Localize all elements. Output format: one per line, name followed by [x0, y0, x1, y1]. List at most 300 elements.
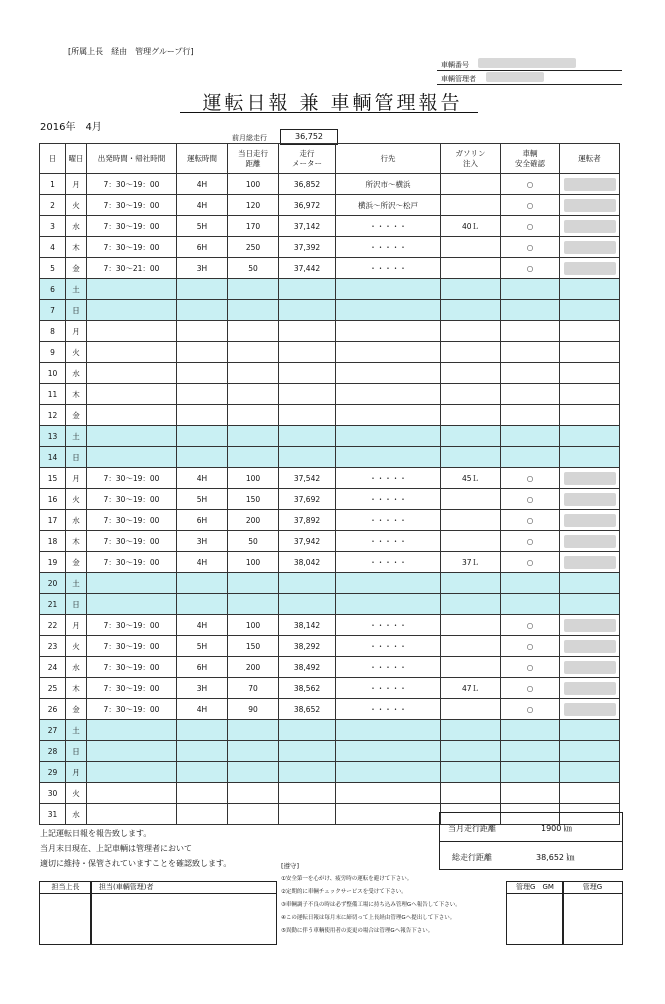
cell-time: 7：30～19：00 — [87, 615, 177, 636]
cell-dow: 土 — [66, 426, 87, 447]
sign-box-vehicle-admin[interactable] — [90, 881, 277, 945]
cell-dest: ・・・・・ — [336, 489, 441, 510]
cell-meter — [279, 300, 336, 321]
cell-hours — [177, 279, 228, 300]
vehicle-number-redacted — [478, 58, 576, 68]
cell-gas — [441, 720, 501, 741]
cell-driver — [560, 300, 620, 321]
note-item: ①安全第一を心がけ、疲労時の運転を避けて下さい。 — [281, 876, 413, 882]
table-row — [40, 384, 620, 405]
cell-dow: 木 — [66, 678, 87, 699]
sign-label: 担当(車輌管理)者 — [91, 882, 276, 894]
cell-dist — [228, 783, 279, 804]
cell-day: 17 — [40, 510, 66, 531]
cell-gas — [441, 237, 501, 258]
cell-check — [501, 405, 560, 426]
col-header: ガソリン 注入 — [441, 144, 501, 174]
cell-meter: 37,392 — [279, 237, 336, 258]
cell-dist: 120 — [228, 195, 279, 216]
table-row — [40, 489, 620, 510]
table-row — [40, 741, 620, 762]
cell-time: 7：30～19：00 — [87, 174, 177, 195]
cell-hours — [177, 720, 228, 741]
cell-hours — [177, 384, 228, 405]
cell-time: 7：30～19：00 — [87, 657, 177, 678]
cell-dist — [228, 300, 279, 321]
cell-dow: 日 — [66, 741, 87, 762]
cell-hours — [177, 342, 228, 363]
cell-day: 23 — [40, 636, 66, 657]
cell-dist: 70 — [228, 678, 279, 699]
cell-check: ○ — [501, 657, 560, 678]
cell-hours — [177, 804, 228, 825]
cell-time — [87, 384, 177, 405]
col-header: 車輌 安全確認 — [501, 144, 560, 174]
cell-dest — [336, 321, 441, 342]
cell-check: ○ — [501, 216, 560, 237]
cell-dow: 火 — [66, 195, 87, 216]
cell-gas — [441, 573, 501, 594]
cell-dist — [228, 720, 279, 741]
cell-dist — [228, 363, 279, 384]
table-row — [40, 468, 620, 489]
cell-dest — [336, 363, 441, 384]
cell-dow: 土 — [66, 573, 87, 594]
cell-dow: 土 — [66, 279, 87, 300]
driver-redacted — [564, 241, 616, 254]
cell-hours: 5H — [177, 216, 228, 237]
cell-hours: 4H — [177, 615, 228, 636]
note-item: ④この運転日報は毎月末に締切って上長経由管理Gへ提出して下さい。 — [281, 915, 456, 921]
cell-gas: 37Ｌ — [441, 552, 501, 573]
cell-dest: ・・・・・ — [336, 237, 441, 258]
cell-dow: 水 — [66, 363, 87, 384]
table-row — [40, 426, 620, 447]
cell-day: 30 — [40, 783, 66, 804]
cell-check: ○ — [501, 636, 560, 657]
cell-meter — [279, 573, 336, 594]
table-row — [40, 636, 620, 657]
cell-check: ○ — [501, 237, 560, 258]
title-underline — [180, 112, 478, 113]
cell-hours — [177, 426, 228, 447]
cell-hours: 6H — [177, 510, 228, 531]
cell-day: 29 — [40, 762, 66, 783]
cell-time — [87, 279, 177, 300]
cell-time — [87, 804, 177, 825]
driver-redacted — [564, 703, 616, 716]
cell-gas — [441, 258, 501, 279]
cell-hours — [177, 300, 228, 321]
cell-hours — [177, 573, 228, 594]
cell-dow: 木 — [66, 237, 87, 258]
cell-dow: 火 — [66, 636, 87, 657]
cell-dist — [228, 279, 279, 300]
cell-time — [87, 300, 177, 321]
cell-dow: 金 — [66, 258, 87, 279]
cell-dist: 100 — [228, 615, 279, 636]
sign-box-gm[interactable] — [506, 881, 564, 945]
cell-dow: 土 — [66, 720, 87, 741]
cell-gas — [441, 363, 501, 384]
table-row — [40, 405, 620, 426]
cell-dist: 200 — [228, 657, 279, 678]
cell-driver — [560, 342, 620, 363]
cell-day: 26 — [40, 699, 66, 720]
driver-redacted — [564, 262, 616, 275]
cell-meter — [279, 384, 336, 405]
cell-dest: ・・・・・ — [336, 615, 441, 636]
cell-time — [87, 594, 177, 615]
col-header: 走行 メーター — [279, 144, 336, 174]
table-row — [40, 258, 620, 279]
cell-meter: 38,492 — [279, 657, 336, 678]
cell-gas — [441, 321, 501, 342]
cell-dist: 170 — [228, 216, 279, 237]
cell-dow: 月 — [66, 174, 87, 195]
cell-meter: 38,292 — [279, 636, 336, 657]
cell-gas: 45Ｌ — [441, 468, 501, 489]
cell-meter — [279, 804, 336, 825]
cell-dow: 日 — [66, 300, 87, 321]
cell-dist — [228, 342, 279, 363]
cell-dist: 150 — [228, 636, 279, 657]
cell-dist: 50 — [228, 258, 279, 279]
table-row — [40, 342, 620, 363]
cell-gas — [441, 741, 501, 762]
cell-time: 7：30～19：00 — [87, 510, 177, 531]
cell-dow: 火 — [66, 342, 87, 363]
cell-day: 6 — [40, 279, 66, 300]
cell-dest — [336, 384, 441, 405]
cell-day: 21 — [40, 594, 66, 615]
cell-day: 27 — [40, 720, 66, 741]
cell-hours: 5H — [177, 636, 228, 657]
sign-box-supervisor[interactable] — [39, 881, 92, 945]
cell-dist — [228, 741, 279, 762]
col-header: 日 — [40, 144, 66, 174]
cell-dist: 90 — [228, 699, 279, 720]
cell-driver — [560, 657, 620, 678]
cell-time: 7：30～19：00 — [87, 468, 177, 489]
cell-driver — [560, 447, 620, 468]
cell-gas: 40Ｌ — [441, 216, 501, 237]
cell-day: 7 — [40, 300, 66, 321]
sign-label: 管理G — [563, 882, 622, 894]
cell-driver — [560, 426, 620, 447]
driver-redacted — [564, 178, 616, 191]
note-item: ③車輌調子不良の時は必ず整備工場に持ち込み管理Gへ報告して下さい。 — [281, 902, 461, 908]
cell-time — [87, 426, 177, 447]
cell-driver — [560, 699, 620, 720]
cell-dist — [228, 426, 279, 447]
cell-driver — [560, 615, 620, 636]
cell-dow: 日 — [66, 447, 87, 468]
cell-dist — [228, 321, 279, 342]
cell-time: 7：30～19：00 — [87, 195, 177, 216]
cell-check: ○ — [501, 510, 560, 531]
cell-dow: 水 — [66, 216, 87, 237]
driver-redacted — [564, 514, 616, 527]
cell-driver — [560, 741, 620, 762]
table-row — [40, 195, 620, 216]
cell-dest — [336, 741, 441, 762]
table-row — [40, 783, 620, 804]
cell-dest: ・・・・・ — [336, 552, 441, 573]
cell-check: ○ — [501, 258, 560, 279]
cell-gas: 47Ｌ — [441, 678, 501, 699]
cell-dow: 火 — [66, 489, 87, 510]
note-item: ⑤異動に伴う車輌使用者の変更の場合は管理Gへ報告下さい。 — [281, 928, 434, 934]
table-row — [40, 174, 620, 195]
cell-dist — [228, 384, 279, 405]
cell-time: 7：30～19：00 — [87, 216, 177, 237]
cell-dest — [336, 804, 441, 825]
cell-time — [87, 720, 177, 741]
statement — [40, 826, 231, 871]
cell-meter — [279, 321, 336, 342]
driver-redacted — [564, 640, 616, 653]
route-note: [所属上長 経由 管理グループ行] — [68, 47, 194, 56]
cell-meter — [279, 363, 336, 384]
cell-driver — [560, 237, 620, 258]
cell-dest: ・・・・・ — [336, 657, 441, 678]
cell-driver — [560, 783, 620, 804]
cell-dist: 200 — [228, 510, 279, 531]
cell-time — [87, 321, 177, 342]
cell-meter — [279, 741, 336, 762]
cell-time — [87, 405, 177, 426]
cell-dist — [228, 804, 279, 825]
cell-gas — [441, 762, 501, 783]
cell-hours: 3H — [177, 531, 228, 552]
cell-dist — [228, 594, 279, 615]
cell-driver — [560, 195, 620, 216]
cell-driver — [560, 405, 620, 426]
compliance-notes — [281, 860, 461, 938]
table-row — [40, 300, 620, 321]
cell-meter: 37,442 — [279, 258, 336, 279]
driver-redacted — [564, 661, 616, 674]
sign-box-admin-g[interactable] — [562, 881, 623, 945]
cell-time — [87, 573, 177, 594]
cell-dow: 水 — [66, 804, 87, 825]
cell-meter — [279, 447, 336, 468]
table-row — [40, 699, 620, 720]
cell-gas — [441, 195, 501, 216]
cell-check: ○ — [501, 195, 560, 216]
cell-time — [87, 342, 177, 363]
cell-time: 7：30～19：00 — [87, 552, 177, 573]
cell-dist — [228, 405, 279, 426]
cell-hours — [177, 762, 228, 783]
cell-check: ○ — [501, 174, 560, 195]
cell-time: 7：30～19：00 — [87, 636, 177, 657]
cell-dest — [336, 300, 441, 321]
cell-dest — [336, 783, 441, 804]
cell-meter: 37,692 — [279, 489, 336, 510]
cell-meter: 36,972 — [279, 195, 336, 216]
table-row — [40, 531, 620, 552]
cell-time: 7：30～19：00 — [87, 678, 177, 699]
cell-driver — [560, 573, 620, 594]
cell-dist: 100 — [228, 174, 279, 195]
cell-hours: 6H — [177, 237, 228, 258]
cell-check — [501, 279, 560, 300]
cell-check: ○ — [501, 489, 560, 510]
cell-meter — [279, 405, 336, 426]
cell-gas — [441, 342, 501, 363]
cell-dest: 所沢市～横浜 — [336, 174, 441, 195]
cell-check — [501, 720, 560, 741]
cell-check — [501, 426, 560, 447]
cell-driver — [560, 720, 620, 741]
cell-check — [501, 321, 560, 342]
cell-meter: 37,892 — [279, 510, 336, 531]
cell-dist — [228, 573, 279, 594]
cell-dest: ・・・・・ — [336, 678, 441, 699]
col-header: 出発時間・帰社時間 — [87, 144, 177, 174]
cell-meter: 38,142 — [279, 615, 336, 636]
cell-hours: 3H — [177, 258, 228, 279]
cell-meter: 37,942 — [279, 531, 336, 552]
cell-day: 8 — [40, 321, 66, 342]
cell-dow: 月 — [66, 762, 87, 783]
table-row — [40, 615, 620, 636]
cell-meter: 38,562 — [279, 678, 336, 699]
cell-time — [87, 741, 177, 762]
cell-dow: 火 — [66, 783, 87, 804]
cell-driver — [560, 468, 620, 489]
cell-dest: ・・・・・ — [336, 468, 441, 489]
cell-driver — [560, 321, 620, 342]
table-row — [40, 657, 620, 678]
cell-dest: ・・・・・ — [336, 510, 441, 531]
cell-gas — [441, 594, 501, 615]
statement-line: 当月末日現在、上記車輌は管理者において — [40, 844, 192, 853]
cell-check: ○ — [501, 531, 560, 552]
cell-hours: 3H — [177, 678, 228, 699]
cell-time — [87, 783, 177, 804]
cell-day: 1 — [40, 174, 66, 195]
cell-day: 5 — [40, 258, 66, 279]
statement-line: 適切に維持・保管されていますことを確認致します。 — [40, 859, 232, 868]
table-row — [40, 573, 620, 594]
sign-label: 担当上長 — [40, 882, 91, 894]
driver-redacted — [564, 619, 616, 632]
prev-total-label: 前月総走行 — [232, 134, 267, 142]
cell-day: 28 — [40, 741, 66, 762]
cell-meter — [279, 783, 336, 804]
month-distance-value: 1900 ㎞ — [541, 824, 572, 833]
cell-hours: 4H — [177, 468, 228, 489]
driving-log-table — [39, 143, 620, 825]
cell-driver — [560, 216, 620, 237]
cell-dist: 50 — [228, 531, 279, 552]
cell-day: 9 — [40, 342, 66, 363]
cell-dest — [336, 447, 441, 468]
driver-redacted — [564, 493, 616, 506]
vehicle-number-line — [437, 70, 622, 71]
cell-driver — [560, 594, 620, 615]
cell-hours — [177, 321, 228, 342]
cell-meter: 37,542 — [279, 468, 336, 489]
sign-label: 管理G GM — [507, 882, 563, 894]
table-row — [40, 678, 620, 699]
cell-day: 12 — [40, 405, 66, 426]
cell-day: 4 — [40, 237, 66, 258]
cell-day: 2 — [40, 195, 66, 216]
driver-redacted — [564, 535, 616, 548]
cell-check: ○ — [501, 615, 560, 636]
cell-meter — [279, 426, 336, 447]
cell-dow: 木 — [66, 531, 87, 552]
cell-dest — [336, 762, 441, 783]
cell-check — [501, 573, 560, 594]
cell-driver — [560, 279, 620, 300]
cell-dow: 金 — [66, 699, 87, 720]
prev-total-value: 36,752 — [280, 129, 338, 145]
cell-meter: 36,852 — [279, 174, 336, 195]
year-month: 2016年 4月 — [40, 122, 102, 133]
statement-line: 上記運転日報を報告致します。 — [40, 829, 152, 838]
cell-check — [501, 447, 560, 468]
cell-meter — [279, 342, 336, 363]
cell-hours: 4H — [177, 552, 228, 573]
cell-gas — [441, 699, 501, 720]
driver-redacted — [564, 199, 616, 212]
cell-driver — [560, 552, 620, 573]
cell-dest: ・・・・・ — [336, 636, 441, 657]
cell-meter: 38,652 — [279, 699, 336, 720]
cell-time — [87, 363, 177, 384]
cell-check: ○ — [501, 678, 560, 699]
vehicle-manager-label: 車輌管理者 — [441, 75, 476, 83]
cell-check — [501, 363, 560, 384]
cell-check — [501, 594, 560, 615]
table-row — [40, 321, 620, 342]
vehicle-number-label: 車輌番号 — [441, 61, 469, 69]
cell-day: 13 — [40, 426, 66, 447]
cell-gas — [441, 174, 501, 195]
cell-driver — [560, 258, 620, 279]
col-header: 曜日 — [66, 144, 87, 174]
cell-meter — [279, 762, 336, 783]
cell-day: 16 — [40, 489, 66, 510]
cell-dow: 月 — [66, 321, 87, 342]
cell-meter: 37,142 — [279, 216, 336, 237]
cell-driver — [560, 363, 620, 384]
cell-meter: 38,042 — [279, 552, 336, 573]
cell-check — [501, 384, 560, 405]
cell-dow: 金 — [66, 405, 87, 426]
cell-time — [87, 762, 177, 783]
cell-hours — [177, 363, 228, 384]
cell-time: 7：30～19：00 — [87, 699, 177, 720]
cell-dest: 横浜～所沢～松戸 — [336, 195, 441, 216]
cell-check — [501, 741, 560, 762]
cell-day: 22 — [40, 615, 66, 636]
cell-dest — [336, 342, 441, 363]
cell-day: 18 — [40, 531, 66, 552]
table-row — [40, 216, 620, 237]
cell-dest — [336, 405, 441, 426]
cell-gas — [441, 384, 501, 405]
cell-day: 19 — [40, 552, 66, 573]
cell-dow: 月 — [66, 615, 87, 636]
cell-time — [87, 447, 177, 468]
cell-hours — [177, 741, 228, 762]
